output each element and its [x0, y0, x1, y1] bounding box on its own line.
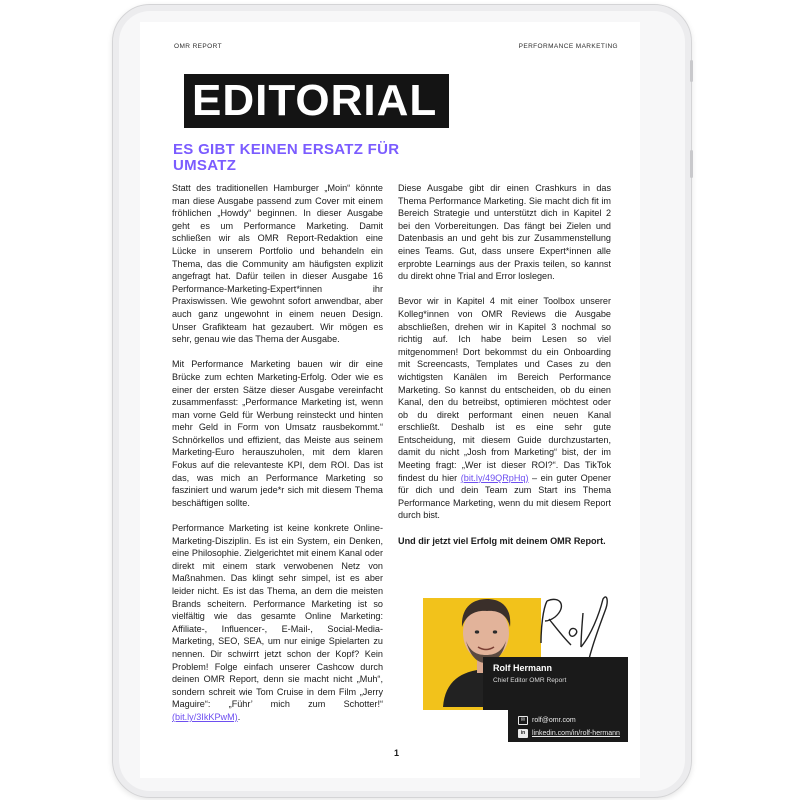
author-name: Rolf Hermann: [493, 663, 553, 673]
author-contact: [508, 710, 628, 742]
linkedin-row[interactable]: [518, 729, 620, 738]
tablet-side-button: [690, 150, 693, 178]
left-column: [172, 182, 383, 736]
header-left: OMR REPORT: [174, 43, 222, 50]
tablet-side-button: [690, 60, 693, 82]
author-linkedin[interactable]: linkedin.com/in/rolf-hermann: [532, 730, 620, 737]
author-email[interactable]: rolf@omr.com: [532, 717, 576, 724]
page-number: 1: [394, 748, 400, 758]
link-bitly-2[interactable]: (bit.ly/49QRpHq): [460, 472, 529, 483]
headline: ES GIBT KEINEN ERSATZ FÜR UMSATZ: [173, 141, 400, 174]
linkedin-icon: in: [518, 729, 528, 738]
mail-icon: ✉: [518, 716, 528, 725]
email-row[interactable]: [518, 716, 576, 725]
signature: [527, 585, 622, 663]
paragraph: Performance Marketing ist keine konkrete Online-Marketing-Disziplin. Es ist ein System, ein Denken, eine Philosophie. Zielgerichtet mit einem Kanal oder direkt mit einem stark verwobenen Netz von Maßnahmen. Das klingt sehr simpel, ist es aber leider nicht. Es ist das Thema, an dem die meisten Brands scheitern. Performance Marketing ist so vielfältig wie das gesamte Online Marketing: Affiliate-, Influencer-, E-Mail-, Social-Media-Marketing, SEO, SEA, um nur einige Spielarten zu nennen. Dir schwirrt jetzt schon der Kopf? Kein Problem! Folge einfach unserer Cashcow durch deinen OMR Report, denn sie macht nicht „Muh“, sondern schreit wie Tom Cruise in dem Film „Jerry Maguire“: „Führ’ mich zum Schotter!“ (bit.ly/3IkKPwM).: [172, 523, 383, 722]
paragraph: Mit Performance Marketing bauen wir dir eine Brücke zum echten Marketing-Erfolg. Oder wie es einer der ersten Sätze dieser Ausgabe vereinfacht zusammenfasst: „Performance Marketing ist, wenn man vorne Geld für Werbung reinsteckt und hinten mehr Geld in Form von Umsatz rausbekommt.“ Schnörkellos und effizient, das Meiste aus seinem Marketing-Euro herauszuholen, mit dem klaren Fokus auf die relevanteste KPI, dem ROI. Das ist das, was mich an Performance Marketing so fasziniert und warum jede*r sich mit diesem Thema beschäftigen sollte.: [172, 359, 383, 508]
paragraph: Diese Ausgabe gibt dir einen Crashkurs in das Thema Performance Marketing. Sie macht dich fit im Bereich Strategie und unterstützt dich in Kapitel 2 bei den Vorbereitungen. Das fängt bei Zielen und Datenbasis an und geht bis zur Zusammenstellung eines Teams. Gut, dass unsere Expert*innen alle erprobte Learnings aus der Praxis teilen, so kannst du direkt ohne Trial and Error loslegen.: [398, 183, 611, 282]
closing-line: Und dir jetzt viel Erfolg mit deinem OMR Report.: [398, 535, 606, 546]
paragraph: Statt des traditionellen Hamburger „Moin“ könnte man diese Ausgabe passend zum Cover mit einem fröhlichen „Howdy“ beginnen. In dieser Ausgabe geht es um Performance Marketing. Damit schließen wir als OMR Report-Redaktion eine Lücke in unserem Portfolio und behandeln ein Thema, das die Community am häufigsten explizit angefragt hat. Dafür teilen in dieser Ausgabe 16 Performance-Marketing-Expert*innen ihr Praxiswissen. Wie gewohnt sofort anwendbar, aber auch ganz ungewohnt in einem neuen Design. Unser Grafikteam hat gezaubert. Wir mögen es sehr, genau wie das Thema der Ausgabe.: [172, 183, 383, 345]
page-title: EDITORIAL: [184, 74, 449, 128]
header-right: PERFORMANCE MARKETING: [518, 43, 618, 50]
paragraph: Bevor wir in Kapitel 4 mit einer Toolbox unserer Kolleg*innen von OMR Reviews die Ausgabe abschließen, drehen wir in Kapitel 3 nochmal so richtig auf. Ich habe beim Lesen so viel mitgenommen! Dort bekommst du ein Onboarding mit Screencasts, Templates und Cases zu den wichtigsten Kanälen im Bereich Performance Marketing. So kannst du entscheiden, ob du einen Kanal, den du betreibst, optimieren möchtest oder ob du direkt performant einen neuen Kanal erschließt. Deshalb ist es eine sehr gute Entscheidung, mit diesem Guide durchzustarten, damit du nicht „Josh from Marketing“ bist, der im Meeting fragt: „Wer ist dieser ROI?“. Das TikTok findest du hier (bit.ly/49QRpHq) – ein guter Opener für dich und dein Team zum Start ins Thema Performance Marketing, wenn du mit diesem Report durch bist.: [398, 296, 612, 521]
page-screen: [140, 22, 640, 778]
author-role: Chief Editor OMR Report: [493, 677, 567, 684]
author-card: [483, 657, 628, 710]
right-column: [398, 182, 611, 560]
link-bitly-1[interactable]: (bit.ly/3IkKPwM): [172, 711, 238, 722]
